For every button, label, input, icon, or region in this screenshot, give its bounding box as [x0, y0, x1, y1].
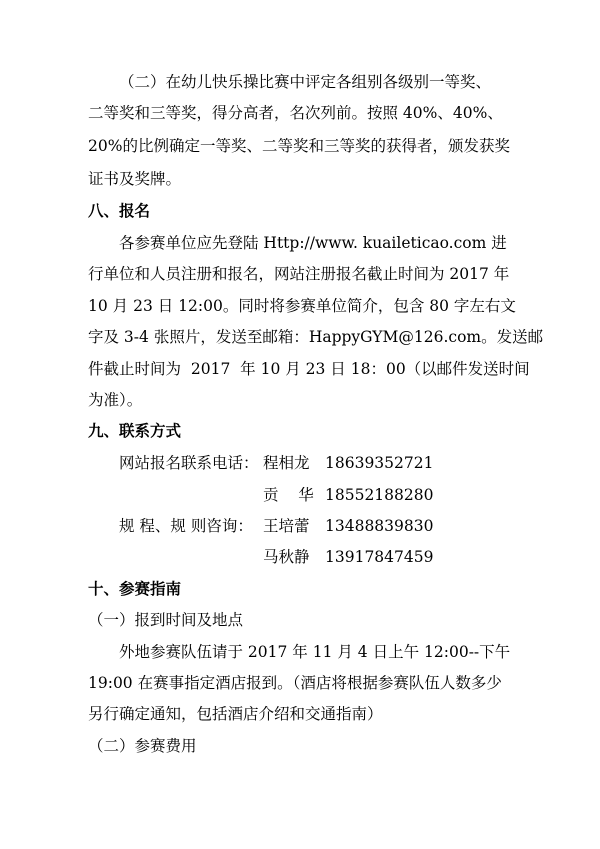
guide-heading: 十、参赛指南	[88, 580, 182, 598]
registration-heading: 八、报名	[88, 202, 151, 220]
contact-name-1: 程相龙	[263, 454, 310, 472]
registration-paragraph-line-1: 各参赛单位应先登陆 Http://www. kuaileticao.com 进	[119, 234, 507, 252]
registration-paragraph-line-6: 为准）。	[88, 391, 143, 409]
awards-paragraph-line-3: 20%的比例确定一等奖、二等奖和三等奖的获得者，颁发获奖	[88, 137, 510, 155]
awards-paragraph-line-4: 证书及奖牌。	[88, 170, 182, 188]
guide-paragraph-line-1: 外地参赛队伍请于 2017 年 11 月 4 日上午 12:00--下午	[119, 643, 511, 661]
awards-paragraph-line-2: 二等奖和三等奖，得分高者，名次列前。按照 40%、40%、	[88, 104, 503, 122]
contact-phone-4: 13917847459	[325, 548, 434, 566]
contact-role-rules: 规 程、规 则咨询：	[119, 517, 253, 535]
registration-paragraph-line-5: 件截止时间为 2017 年 10 月 23 日 18：00（以邮件发送时间	[88, 360, 530, 378]
guide-paragraph-line-3: 另行确定通知，包括酒店介绍和交通指南）	[88, 705, 383, 723]
guide-sub1-checkin: （一）报到时间及地点	[88, 611, 244, 629]
contact-phone-2: 18552188280	[325, 486, 434, 504]
contact-name-3: 王培蕾	[263, 517, 310, 535]
contact-role-website: 网站报名联系电话：	[119, 454, 259, 472]
registration-paragraph-line-2: 行单位和人员注册和报名，网站注册报名截止时间为 2017 年	[88, 265, 510, 283]
contact-heading: 九、联系方式	[88, 422, 182, 440]
contact-name-4: 马秋静	[263, 548, 310, 566]
awards-paragraph-line-1: （二）在幼儿快乐操比赛中评定各组别各级别一等奖、	[119, 73, 492, 91]
contact-name-2: 贡 华	[263, 486, 314, 504]
contact-phone-3: 13488839830	[325, 517, 434, 535]
contact-phone-1: 18639352721	[325, 454, 434, 472]
guide-paragraph-line-2: 19:00 在赛事指定酒店报到。（酒店将根据参赛队伍人数多少	[88, 674, 502, 692]
registration-paragraph-line-4: 字及 3-4 张照片，发送至邮箱：HappyGYM@126.com。发送邮	[88, 328, 544, 346]
guide-sub2-fees: （二）参赛费用	[88, 737, 197, 755]
registration-paragraph-line-3: 10 月 23 日 12:00。同时将参赛单位简介，包含 80 字左右文	[88, 297, 516, 315]
